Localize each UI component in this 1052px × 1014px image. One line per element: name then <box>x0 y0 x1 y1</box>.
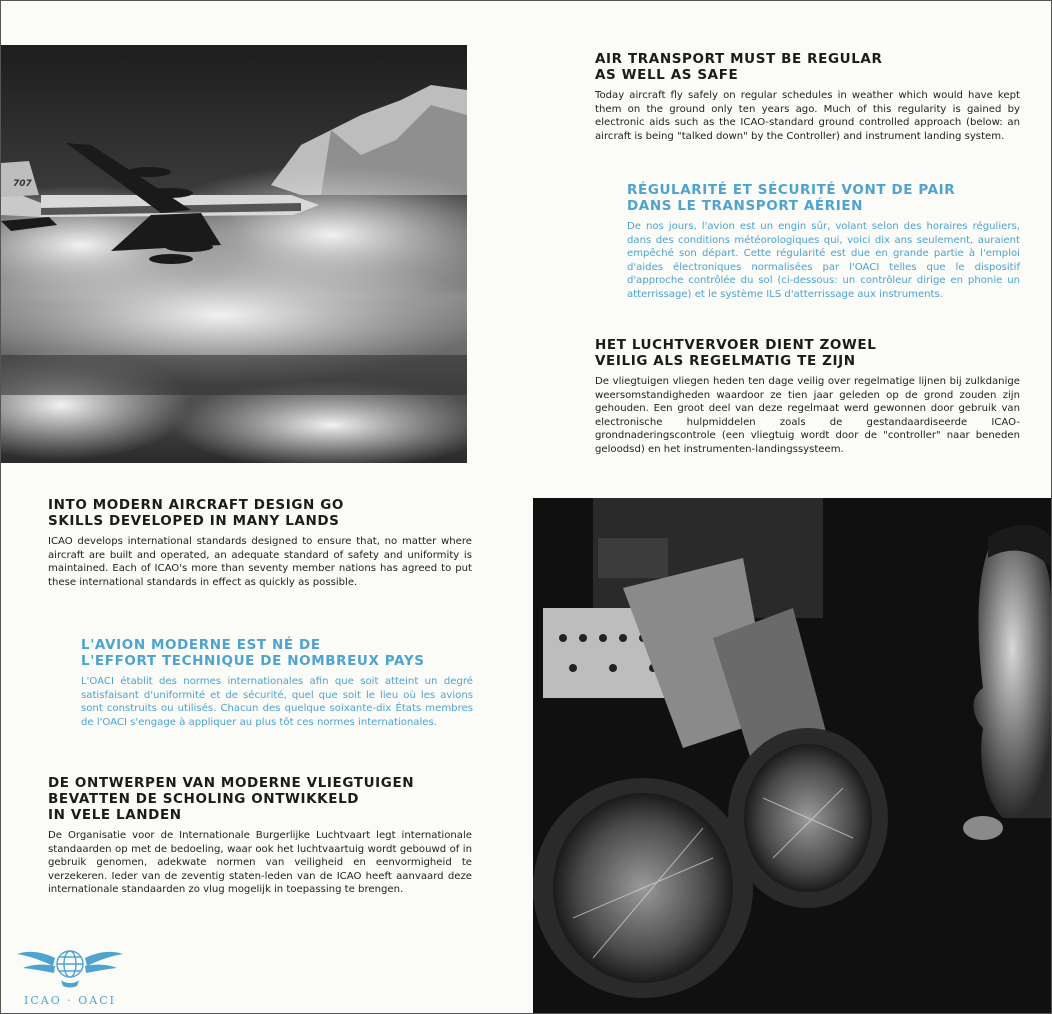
section-aircraft-design-nl <box>48 775 472 897</box>
body-regular-safe-en: Today aircraft fly safely on regular schedules in weather which would have kept them on the ground only ten years ago. Much of this regularity is gained by electronic aids such as the ICAO-standard ground controlled approach (below: an aircraft is being "talked down" by the Controller) and instrument landing system. <box>595 90 1020 142</box>
section-regular-safe-fr <box>627 182 1020 302</box>
icao-logo <box>15 936 125 1008</box>
body-aircraft-design-nl: De Organisatie voor de Internationale Burgerlijke Luchtvaart legt internationale standaarden op met de bedoeling, waar ook het luchtvaartuig wordt gebouwd of in gebruik genomen, adekwate normen van veiligheid en eenvormigheid te verzekeren. Ieder van de zeventig staten-leden van de ICAO heeft aanvaard deze internationale standaarden zo vlug mogelijk in toepassing te brengen. <box>48 830 472 896</box>
heading-regular-safe-fr: RÉGULARITÉ ET SÉCURITÉ VONT DE PAIR DANS LE TRANSPORT AÉRIEN <box>627 182 956 214</box>
section-regular-safe-nl <box>595 337 1020 457</box>
aircraft-photo <box>1 45 467 463</box>
heading-regular-safe-nl: HET LUCHTVERVOER DIENT ZOWEL VEILIG ALS REGELMATIG TE ZIJN <box>595 337 877 369</box>
section-aircraft-design-fr <box>81 637 473 729</box>
body-aircraft-design-en: ICAO develops international standards designed to ensure that, no matter where aircraft are built and operated, an adequate standard of safety and uniformity is maintained. Each of ICAO's more than seventy member nations has agreed to put these international standards in effect as quickly as possible. <box>48 536 472 588</box>
section-aircraft-design-en <box>48 497 472 589</box>
radar-controller-photo <box>533 498 1051 1014</box>
body-regular-safe-nl: De vliegtuigen vliegen heden ten dage veilig over regelmatige lijnen bij zulkdanige weersomstandigheden waardoor ze tien jaar geleden op de grond zouden zijn gehouden. Een groot deel van deze regelmaat werd gewonnen door gebruik van electronische hulpmiddelen zoals de gestandaardiseerde ICAO-grondnaderingscontrole (een vliegtuig wordt door de "controller" naar beneden geloodsd) en het instrumenten-landingssysteem. <box>595 376 1020 455</box>
heading-aircraft-design-en: INTO MODERN AIRCRAFT DESIGN GO SKILLS DEVELOPED IN MANY LANDS <box>48 497 344 529</box>
heading-aircraft-design-nl: DE ONTWERPEN VAN MODERNE VLIEGTUIGEN BEVATTEN DE SCHOLING ONTWIKKELD IN VELE LANDEN <box>48 775 415 823</box>
icao-emblem-icon <box>15 936 125 996</box>
plane-marking: 707 <box>13 179 32 189</box>
heading-aircraft-design-fr: L'AVION MODERNE EST NÉ DE L'EFFORT TECHNIQUE DE NOMBREUX PAYS <box>81 637 425 669</box>
section-regular-safe-en <box>595 51 1020 143</box>
body-aircraft-design-fr: L'OACI établit des normes internationales afin que soit atteint un degré satisfaisant d'uniformité et de sécurité, quel que soit le lieu où les avions sont construits ou utilisés. Chacun des quelque soixante-dix États membres de l'OACI s'engage à appliquer au plus tôt ces normes internationales. <box>81 676 473 728</box>
logo-caption: ICAO · OACI <box>24 994 116 1007</box>
body-regular-safe-fr: De nos jours, l'avion est un engin sûr, volant selon des horaires réguliers, dans des conditions météorologiques qui, voici dix ans seulement, auraient empêché son départ. Cette régularité est due en grande partie à l'emploi d'aides électroniques normalisées par l'OACI telles que le dispositif d'approche contrôlée du sol (ci-dessous: un contrôleur dirige en phonie un atterrissage) et le système ILS d'atterrissage aux instruments. <box>627 221 1020 300</box>
heading-regular-safe-en: AIR TRANSPORT MUST BE REGULAR AS WELL AS SAFE <box>595 51 883 83</box>
